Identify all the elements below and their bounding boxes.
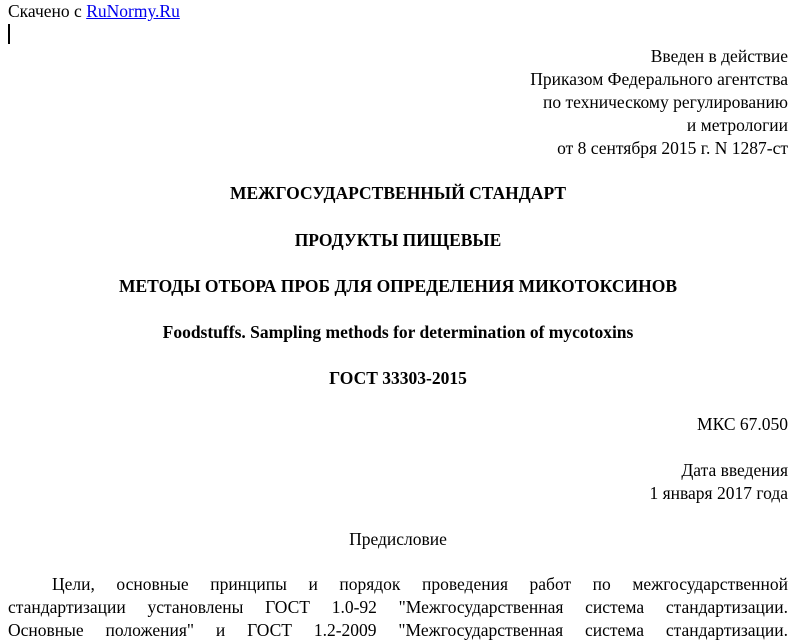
source-line	[8, 0, 180, 22]
preface-heading: Предисловие	[349, 529, 447, 549]
preface-line-2: стандартизации установлены ГОСТ 1.0-92 "Межгосударственная система стандартизации.	[8, 597, 788, 617]
text-cursor	[8, 24, 10, 44]
source-label: Скачено с	[8, 1, 82, 21]
enactment-line-5: от 8 сентября 2015 г. N 1287-ст	[557, 138, 788, 158]
introduction-date: 1 января 2017 года	[649, 483, 788, 503]
enactment-line-1: Введен в действие	[650, 46, 788, 66]
enactment-line-3: по техническому регулированию	[542, 92, 788, 112]
methods-heading: МЕТОДЫ ОТБОРА ПРОБ ДЛЯ ОПРЕДЕЛЕНИЯ МИКОТОКСИНОВ	[118, 276, 678, 296]
preface-line-1	[8, 573, 788, 596]
preface-line-3: Основные положения" и ГОСТ 1.2-2009 "Межгосударственная система стандартизации.	[8, 620, 788, 640]
mks-code: МКС 67.050	[697, 414, 788, 434]
enactment-line-4: и метрологии	[686, 115, 788, 135]
preface-line-1-text: Цели, основные принципы и порядок проведения работ по межгосударственной	[52, 574, 788, 594]
standard-type-heading: МЕЖГОСУДАРСТВЕННЫЙ СТАНДАРТ	[229, 183, 567, 203]
gost-number: ГОСТ 33303-2015	[329, 368, 467, 388]
enactment-line-2: Приказом Федерального агентства	[530, 69, 788, 89]
english-title: Foodstuffs. Sampling methods for determination of mycotoxins	[162, 322, 634, 342]
introduction-label: Дата введения	[681, 460, 788, 480]
source-link[interactable]: RuNormy.Ru	[86, 1, 180, 21]
product-heading: ПРОДУКТЫ ПИЩЕВЫЕ	[294, 230, 502, 250]
